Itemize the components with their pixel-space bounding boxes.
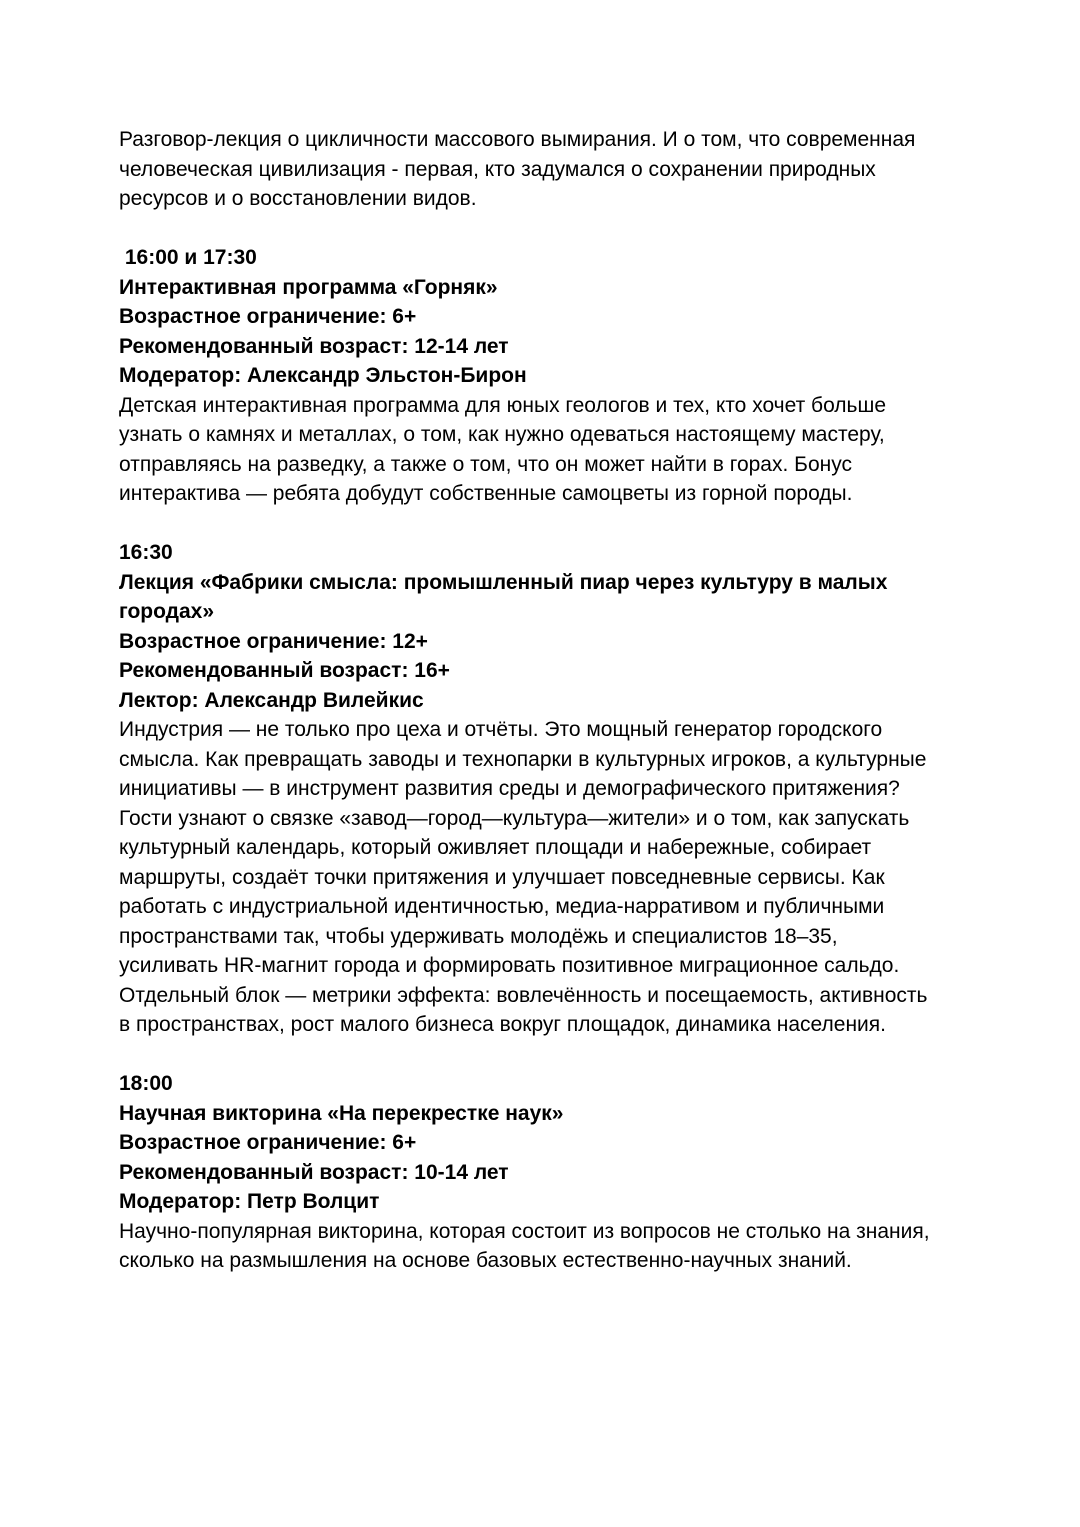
event-block	[119, 1069, 941, 1276]
event-age-restriction: Возрастное ограничение: 12+	[119, 629, 428, 653]
event-title: Лекция «Фабрики смысла: промышленный пиар через культуру в малых городах»	[119, 570, 894, 623]
event-age-restriction: Возрастное ограничение: 6+	[119, 1131, 417, 1154]
event-title: Интерактивная программа «Горняк»	[119, 275, 498, 299]
event-host: Лектор: Александр Вилейкис	[119, 688, 424, 712]
document-body	[119, 125, 941, 1276]
event-time: 16:00 и 17:30	[119, 246, 257, 269]
event-time: 18:00	[119, 1072, 173, 1095]
event-title: Научная викторина «На перекрестке наук»	[119, 1101, 564, 1125]
event-block	[119, 538, 941, 1040]
event-host: Модератор: Александр Эльстон-Бирон	[119, 364, 527, 387]
event-recommended-age: Рекомендованный возраст: 16+	[119, 659, 450, 682]
event-age-restriction: Возрастное ограничение: 6+	[119, 305, 417, 328]
event-recommended-age: Рекомендованный возраст: 12-14 лет	[119, 334, 509, 358]
event-description: Научно-популярная викторина, которая состоит из вопросов не столько на знания, сколько на размышления на основе базовых естественно-научных знаний.	[119, 1219, 930, 1272]
event-recommended-age: Рекомендованный возраст: 10-14 лет	[119, 1160, 509, 1184]
intro-paragraph: Разговор-лекция о цикличности массового вымирания. И о том, что современная человеческая цивилизация - первая, кто задумался о сохранении природных ресурсов и о восстановлении видов.	[119, 128, 916, 210]
event-host: Модератор: Петр Волцит	[119, 1190, 380, 1213]
event-time: 16:30	[119, 541, 173, 564]
event-description: Индустрия — не только про цеха и отчёты. Это мощный генератор городского смысла. Как превращать заводы и технопарки в культурных игроков, а культурные инициативы — в инструмент развития среды и демографического притяжения? Гости узнают о связке «завод—город—культура—жители» и о том, как запускать культурный календарь, который оживляет площади и набережные, собирает маршруты, создаёт точки притяжения и улучшает повседневные сервисы. Как работать с индустриальной идентичностью, медиа-нарративом и публичными пространствами так, чтобы удерживать молодёжь и специалистов 18–35, усиливать HR-магнит города и формировать позитивное миграционное сальдо. Отдельный блок — метрики эффекта: вовлечённость и посещаемость, активность в пространствах, рост малого бизнеса вокруг площадок, динамика населения.	[119, 718, 928, 1036]
event-block	[119, 243, 941, 509]
event-description: Детская интерактивная программа для юных геологов и тех, кто хочет больше узнать о камнях и металлах, о том, как нужно одеваться настоящему мастеру, отправляясь на разведку, а также о том, что он может найти в горах. Бонус интерактива — ребята добудут собственные самоцветы из горной породы.	[119, 393, 887, 505]
